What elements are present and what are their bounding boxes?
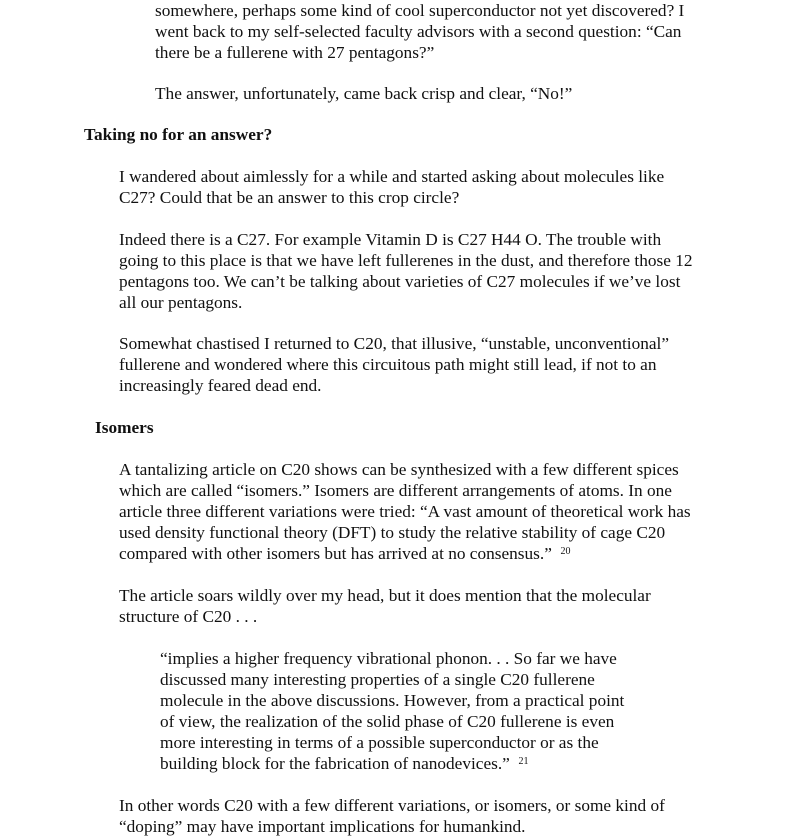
text-line: [119, 585, 651, 606]
text-line: [155, 42, 434, 63]
text-line: [119, 480, 672, 501]
line-text: Somewhat chastised I returned to C20, that illusive, “unstable, unconventional”: [119, 334, 669, 353]
line-text: used density functional theory (DFT) to study the relative stability of cage C20: [119, 523, 666, 542]
text-line: [119, 354, 657, 375]
line-text: structure of C20 . . .: [119, 607, 258, 626]
text-line: [160, 690, 624, 711]
line-text: there be a fullerene with 27 pentagons?”: [155, 43, 435, 62]
line-text: discussed many interesting properties of a single C20 fullerene: [160, 670, 595, 689]
text-line: [119, 795, 665, 816]
text-line: [160, 669, 595, 690]
text-line: [119, 816, 526, 837]
text-line: [119, 250, 692, 271]
line-text: Taking no for an answer?: [84, 125, 273, 144]
line-text: compared with other isomers but has arrived at no consensus.”: [119, 544, 552, 563]
text-line: [119, 543, 571, 564]
line-text: fullerene and wondered where this circuitous path might still lead, if not to an: [119, 355, 657, 374]
line-text: “doping” may have important implications for humankind.: [119, 817, 526, 836]
text-line: [155, 83, 572, 104]
text-line: [119, 229, 661, 250]
line-text: I wandered about aimlessly for a while and started asking about molecules like: [119, 167, 665, 186]
line-text: article three different variations were tried: “A vast amount of theoretical work has: [119, 502, 691, 521]
text-line: [160, 732, 599, 753]
line-text: In other words C20 with a few different variations, or isomers, or some kind of: [119, 796, 665, 815]
text-line: [119, 166, 664, 187]
line-text: more interesting in terms of a possible superconductor or as the: [160, 733, 599, 752]
line-text: which are called “isomers.” Isomers are different arrangements of atoms. In one: [119, 481, 672, 500]
line-text: The article soars wildly over my head, but it does mention that the molecular: [119, 586, 651, 605]
line-text: all our pentagons.: [119, 293, 243, 312]
line-text: went back to my self-selected faculty advisors with a second question: “Can: [155, 22, 682, 41]
line-text: “implies a higher frequency vibrational phonon. . . So far we have: [160, 649, 617, 668]
line-text: A tantalizing article on C20 shows can be synthesized with a few different spices: [119, 460, 679, 479]
line-text: building block for the fabrication of nanodevices.”: [160, 754, 510, 773]
text-line: [119, 606, 257, 627]
text-line: [119, 375, 321, 396]
line-text: pentagons too. We can’t be talking about varieties of C27 molecules if we’ve lost: [119, 272, 681, 291]
text-line: [160, 753, 528, 774]
footnote-marker[interactable]: 20: [560, 546, 571, 557]
text-line: [160, 711, 614, 732]
line-text: The answer, unfortunately, came back crisp and clear, “No!”: [155, 84, 573, 103]
heading-text: [95, 417, 154, 438]
text-line: [119, 333, 669, 354]
text-line: [119, 292, 242, 313]
text-line: [119, 501, 691, 522]
line-text: somewhere, perhaps some kind of cool superconductor not yet discovered? I: [155, 1, 685, 20]
text-line: [119, 459, 679, 480]
line-text: increasingly feared dead end.: [119, 376, 322, 395]
text-line: [155, 0, 684, 21]
text-line: [119, 187, 459, 208]
text-line: [155, 21, 681, 42]
footnote-marker[interactable]: 21: [518, 756, 529, 767]
line-text: going to this place is that we have left fullerenes in the dust, and therefore those 12: [119, 251, 693, 270]
text-line: [119, 271, 680, 292]
line-text: C27? Could that be an answer to this crop circle?: [119, 188, 460, 207]
line-text: Indeed there is a C27. For example Vitamin D is C27 H44 O. The trouble with: [119, 230, 662, 249]
heading-text: [84, 124, 272, 145]
line-text: molecule in the above discussions. However, from a practical point: [160, 691, 625, 710]
text-line: [119, 522, 665, 543]
line-text: of view, the realization of the solid phase of C20 fullerene is even: [160, 712, 615, 731]
line-text: Isomers: [95, 418, 154, 437]
text-line: [160, 648, 617, 669]
